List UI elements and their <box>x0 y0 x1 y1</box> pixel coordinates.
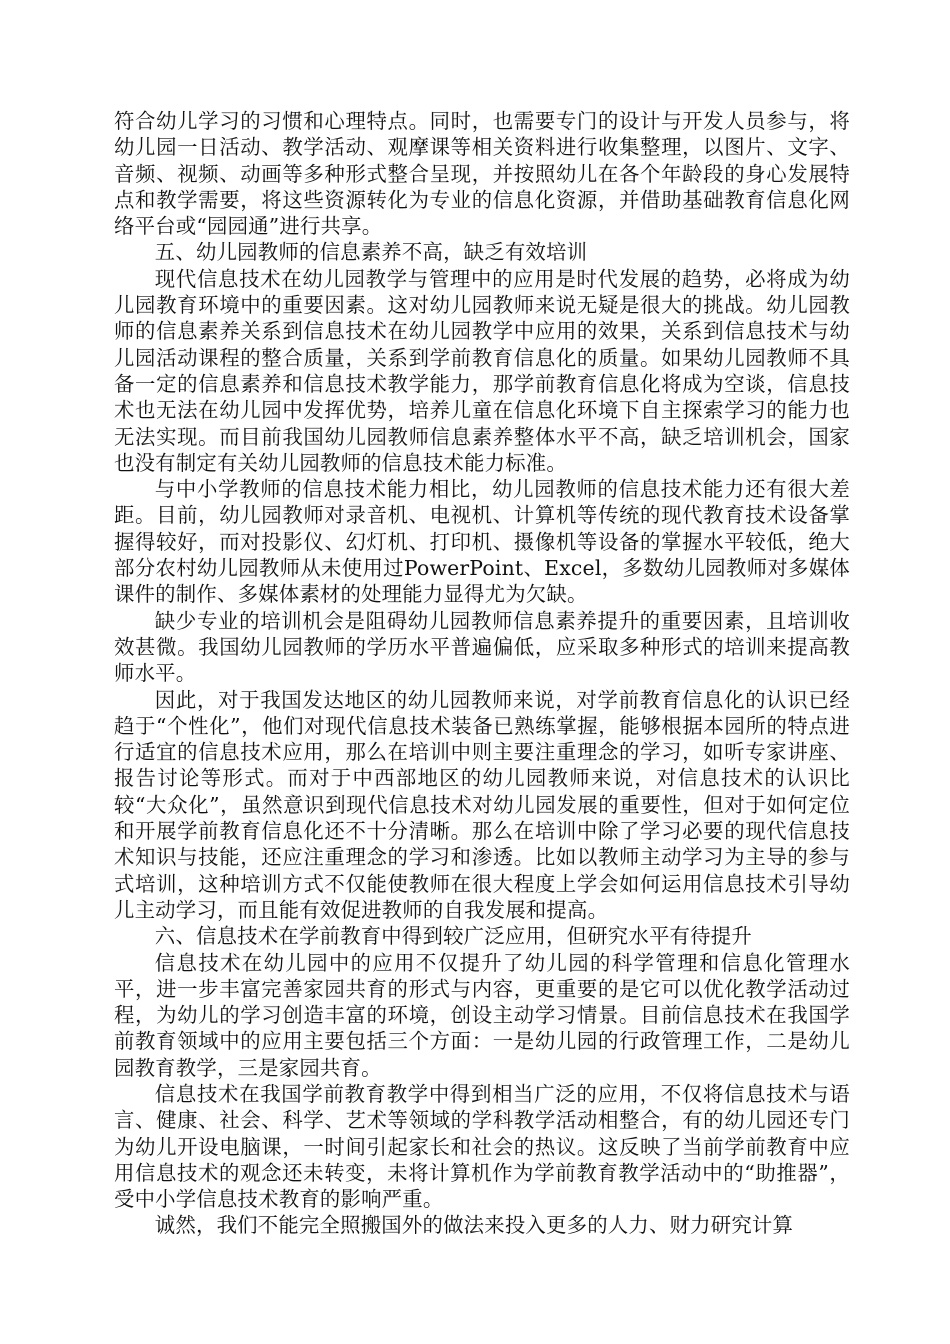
paragraph-continued: 符合幼儿学习的习惯和心理特点。同时，也需要专门的设计与开发人员参与，将幼儿园一日活动、教学活动、观摩课等相关资料进行收集整理，以图片、文字、音频、视频、动画等多种形式整合呈现，并按照幼儿在各个年龄段的身心发展特点和教学需要，将这些资源转化为专业的信息化资源，并借助基础教育信息化网络平台或“园园通”进行共享。 <box>114 109 850 239</box>
paragraph: 与中小学教师的信息技术能力相比，幼儿园教师的信息技术能力还有很大差距。目前，幼儿园教师对录音机、电视机、计算机等传统的现代教育技术设备掌握得较好，而对投影仪、幻灯机、打印机、摄像机等设备的掌握水平较低，绝大部分农村幼儿园教师从未使用过PowerPoint、Excel，多数幼儿园教师对多媒体课件的制作、多媒体素材的处理能力显得尤为欠缺。 <box>114 477 850 607</box>
paragraph: 信息技术在我国学前教育教学中得到相当广泛的应用，不仅将信息技术与语言、健康、社会、科学、艺术等领域的学科教学活动相整合，有的幼儿园还专门为幼儿开设电脑课，一时间引起家长和社会的热议。这反映了当前学前教育中应用信息技术的观念还未转变，未将计算机作为学前教育教学活动中的“助推器”，受中小学信息技术教育的影响严重。 <box>114 1081 850 1212</box>
paragraph: 信息技术在幼儿园中的应用不仅提升了幼儿园的科学管理和信息化管理水平，进一步丰富完善家园共育的形式与内容，更重要的是它可以优化教学活动过程，为幼儿的学习创造丰富的环境，创设主动学习情景。目前信息技术在我国学前教育领域中的应用主要包括三个方面：一是幼儿园的行政管理工作，二是幼儿园教育教学，三是家园共育。 <box>114 950 850 1080</box>
paragraph: 因此，对于我国发达地区的幼儿园教师来说，对学前教育信息化的认识已经趋于“个性化”，他们对现代信息技术装备已熟练掌握，能够根据本园所的特点进行适宜的信息技术应用，那么在培训中则主要注重理念的学习，如听专家讲座、报告讨论等形式。而对于中西部地区的幼儿园教师来说，对信息技术的认识比较“大众化”，虽然意识到现代信息技术对幼儿园发展的重要性，但对于如何定位和开展学前教育信息化还不十分清晰。那么在培训中除了学习必要的现代信息技术知识与技能，还应注重理念的学习和渗透。比如以教师主动学习为主导的参与式培训，这种培训方式不仅能使教师在很大程度上学会如何运用信息技术引导幼儿主动学习，而且能有效促进教师的自我发展和提高。 <box>114 687 850 922</box>
section-heading-6: 六、信息技术在学前教育中得到较广泛应用，但研究水平有待提升 <box>154 924 752 949</box>
paragraph: 缺少专业的培训机会是阻碍幼儿园教师信息素养提升的重要因素，且培训收效甚微。我国幼儿园教师的学历水平普遍偏低，应采取多种形式的培训来提高教师水平。 <box>114 608 850 686</box>
section-heading-5: 五、幼儿园教师的信息素养不高，缺乏有效培训 <box>154 240 588 265</box>
document-page <box>114 108 850 1239</box>
paragraph: 诚然，我们不能完全照搬国外的做法来投入更多的人力、财力研究计算 <box>154 1213 794 1238</box>
paragraph: 现代信息技术在幼儿园教学与管理中的应用是时代发展的趋势，必将成为幼儿园教育环境中的重要因素。这对幼儿园教师来说无疑是很大的挑战。幼儿园教师的信息素养关系到信息技术在幼儿园教学中应用的效果，关系到信息技术与幼儿园活动课程的整合质量，关系到学前教育信息化的质量。如果幼儿园教师不具备一定的信息素养和信息技术教学能力，那学前教育信息化将成为空谈，信息技术也无法在幼儿园中发挥优势，培养儿童在信息化环境下自主探索学习的能力也无法实现。而目前我国幼儿园教师信息素养整体水平不高，缺乏培训机会，国家也没有制定有关幼儿园教师的信息技术能力标准。 <box>114 266 850 475</box>
